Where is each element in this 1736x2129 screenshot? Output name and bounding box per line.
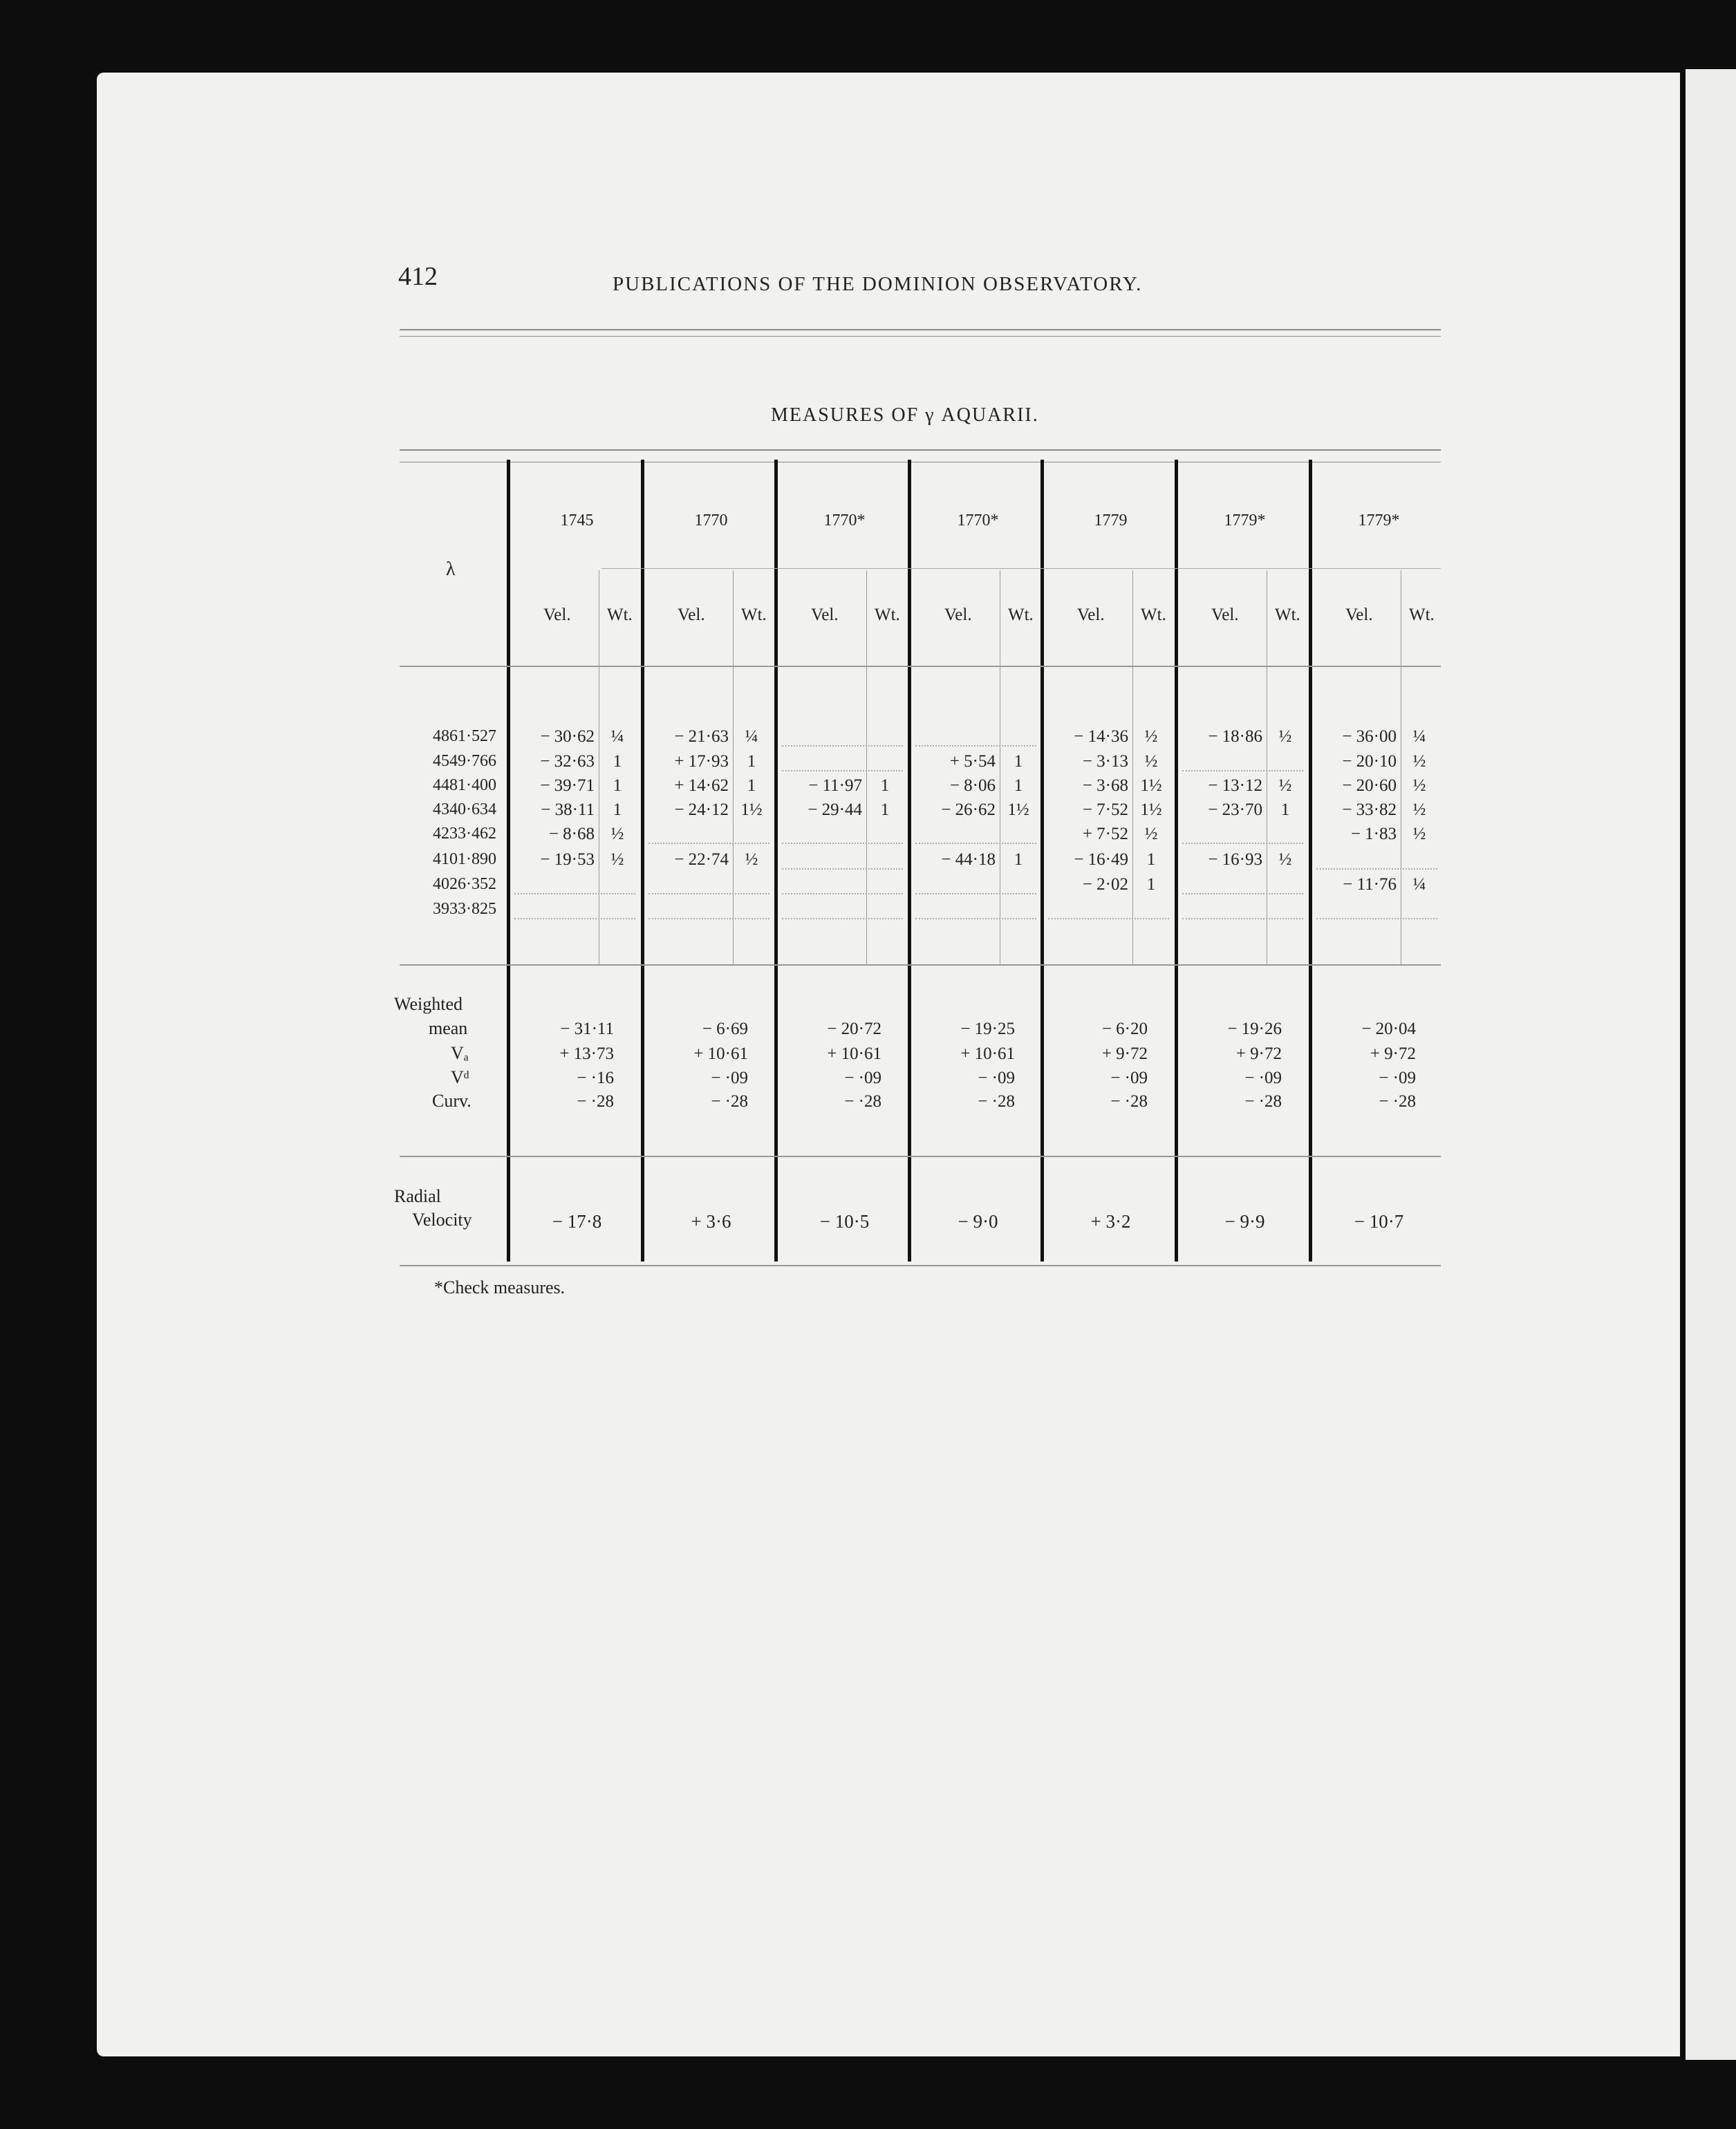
summary-value: + 10·61 xyxy=(960,1044,1015,1063)
summary-label: Weighted xyxy=(394,994,463,1014)
wt-header: Wt. xyxy=(607,606,633,624)
velocity-value: − 29·44 xyxy=(808,800,862,819)
summary-value: − ·28 xyxy=(1110,1092,1148,1111)
vel-wt-divider xyxy=(1132,570,1133,964)
velocity-value: − 22·74 xyxy=(674,850,729,869)
weight-value: 1 xyxy=(1014,776,1023,795)
velocity-value: − 11·97 xyxy=(808,776,862,795)
wavelength: 4861·527 xyxy=(433,727,496,745)
weight-value: ½ xyxy=(1412,776,1426,795)
summary-value: + 9·72 xyxy=(1370,1044,1416,1063)
empty-dots xyxy=(915,893,1036,894)
summary-value: − ·09 xyxy=(1110,1069,1148,1087)
vel-header: Vel. xyxy=(944,606,972,624)
summary-value: − 6·20 xyxy=(1101,1020,1148,1038)
wavelength: 4340·634 xyxy=(433,800,496,818)
table-title: MEASURES OF γ AQUARII. xyxy=(771,404,1039,426)
weight-value: ½ xyxy=(610,850,624,869)
weight-value: 1 xyxy=(1146,875,1156,894)
summary-value: − ·28 xyxy=(844,1092,881,1111)
summary-value: − ·16 xyxy=(577,1069,614,1087)
book-page xyxy=(97,73,1680,2056)
velocity-value: − 8·06 xyxy=(949,776,996,795)
summary-value: − 19·26 xyxy=(1227,1020,1282,1038)
velocity-value: − 18·86 xyxy=(1208,727,1262,746)
summary-value: − ·09 xyxy=(1379,1069,1416,1087)
velocity-value: − 19·53 xyxy=(540,850,595,869)
velocity-value: − 11·76 xyxy=(1343,875,1397,894)
column-divider xyxy=(1309,460,1312,1262)
velocity-value: + 17·93 xyxy=(674,752,729,771)
summary-value: + 9·72 xyxy=(1235,1044,1282,1063)
weight-value: ¼ xyxy=(745,727,758,746)
summary-label: Curv. xyxy=(432,1091,472,1111)
wavelength: 3933·825 xyxy=(433,900,496,918)
empty-dots xyxy=(1182,843,1303,844)
velocity-value: − 26·62 xyxy=(941,800,996,819)
weight-value: 1 xyxy=(1014,850,1023,869)
empty-dots xyxy=(782,843,903,844)
table-bottom-rule xyxy=(400,1265,1441,1266)
empty-dots xyxy=(782,868,903,870)
summary-value: − 20·04 xyxy=(1361,1020,1416,1038)
subheader-rule xyxy=(601,568,1441,569)
velocity-value: − 2·02 xyxy=(1082,875,1128,894)
radial-velocity-value: − 17·8 xyxy=(552,1211,602,1232)
empty-dots xyxy=(648,918,769,919)
velocity-value: − 44·18 xyxy=(941,850,996,869)
weight-value: ½ xyxy=(1144,825,1158,843)
summary-value: − ·28 xyxy=(711,1092,748,1111)
summary-value: − 20·72 xyxy=(827,1020,881,1038)
vel-header: Vel. xyxy=(678,606,705,624)
wt-header: Wt. xyxy=(875,606,900,624)
velocity-value: − 13·12 xyxy=(1208,776,1262,795)
weight-value: ½ xyxy=(1278,776,1292,795)
weight-value: 1 xyxy=(747,752,756,771)
weight-value: ½ xyxy=(1412,800,1426,819)
running-title: PUBLICATIONS OF THE DOMINION OBSERVATORY. xyxy=(613,273,1143,295)
summary-value: − 31·11 xyxy=(560,1020,614,1038)
empty-dots xyxy=(1316,868,1437,870)
summary-value: − ·28 xyxy=(1244,1092,1282,1111)
plate-number: 1770* xyxy=(823,512,866,529)
weight-value: ¼ xyxy=(1412,875,1426,894)
empty-dots xyxy=(1182,893,1303,894)
weight-value: ½ xyxy=(1412,752,1426,771)
wt-header: Wt. xyxy=(1409,606,1435,624)
weight-value: ½ xyxy=(1278,727,1292,746)
weight-value: 1 xyxy=(613,800,622,819)
summary-label: Vₐ xyxy=(451,1043,469,1063)
radial-velocity-value: − 9·0 xyxy=(958,1211,998,1232)
summary-value: − ·09 xyxy=(978,1069,1015,1087)
plate-number: 1779 xyxy=(1094,512,1128,529)
velocity-value: − 8·68 xyxy=(548,825,595,843)
empty-dots xyxy=(648,843,769,844)
empty-dots xyxy=(915,745,1036,747)
weight-value: ¼ xyxy=(1412,727,1426,746)
column-divider xyxy=(507,460,510,1262)
wavelength: 4026·352 xyxy=(433,875,496,893)
summary-value: − ·09 xyxy=(844,1069,881,1087)
velocity-value: − 38·11 xyxy=(541,800,595,819)
wt-header: Wt. xyxy=(1275,606,1300,624)
summary-bottom-rule xyxy=(400,1156,1441,1157)
velocity-label: Velocity xyxy=(412,1210,472,1230)
velocity-value: − 21·63 xyxy=(674,727,729,746)
plate-number: 1770 xyxy=(694,512,728,529)
wavelength: 4101·890 xyxy=(433,850,496,868)
empty-dots xyxy=(648,893,769,894)
summary-value: − ·28 xyxy=(577,1092,614,1111)
velocity-value: − 14·36 xyxy=(1074,727,1128,746)
empty-dots xyxy=(514,893,635,894)
velocity-value: + 7·52 xyxy=(1082,825,1128,843)
summary-value: + 10·61 xyxy=(827,1044,881,1063)
summary-value: − 6·69 xyxy=(702,1020,748,1038)
velocity-value: − 39·71 xyxy=(540,776,595,795)
velocity-value: − 32·63 xyxy=(540,752,595,771)
radial-velocity-value: − 10·7 xyxy=(1354,1211,1404,1232)
wavelength: 4481·400 xyxy=(433,776,496,794)
weight-value: 1½ xyxy=(740,800,763,819)
vel-wt-divider xyxy=(866,570,867,964)
velocity-value: − 24·12 xyxy=(674,800,729,819)
empty-dots xyxy=(1048,918,1169,919)
vel-header: Vel. xyxy=(1345,606,1373,624)
velocity-value: − 36·00 xyxy=(1342,727,1397,746)
vel-header: Vel. xyxy=(1211,606,1239,624)
summary-value: + 13·73 xyxy=(559,1044,614,1063)
weight-value: 1½ xyxy=(1140,776,1162,795)
velocity-value: − 7·52 xyxy=(1082,800,1128,819)
velocity-value: − 23·70 xyxy=(1208,800,1262,819)
radial-velocity-value: + 3·6 xyxy=(691,1211,731,1232)
summary-value: − ·28 xyxy=(1379,1092,1416,1111)
summary-value: + 10·61 xyxy=(693,1044,748,1063)
column-divider xyxy=(1040,460,1044,1262)
weight-value: 1 xyxy=(1014,752,1023,771)
velocity-value: − 16·93 xyxy=(1208,850,1262,869)
vel-header: Vel. xyxy=(1077,606,1105,624)
velocity-value: − 1·83 xyxy=(1350,825,1397,843)
plate-number: 1779* xyxy=(1358,512,1400,529)
velocity-value: − 3·13 xyxy=(1082,752,1128,771)
velocity-value: + 5·54 xyxy=(949,752,996,771)
plate-number: 1745 xyxy=(560,512,594,529)
header-bottom-rule xyxy=(400,666,1441,667)
weight-value: 1 xyxy=(880,776,890,795)
weight-value: 1 xyxy=(1146,850,1156,869)
column-divider xyxy=(641,460,644,1262)
velocity-value: − 20·10 xyxy=(1342,752,1397,771)
empty-dots xyxy=(782,893,903,894)
weight-value: 1 xyxy=(613,776,622,795)
velocity-value: − 33·82 xyxy=(1342,800,1397,819)
radial-velocity-value: − 9·9 xyxy=(1224,1211,1265,1232)
weight-value: 1 xyxy=(613,752,622,771)
empty-dots xyxy=(1182,770,1303,771)
summary-value: − ·09 xyxy=(1244,1069,1282,1087)
wt-header: Wt. xyxy=(1008,606,1034,624)
table-top-rule xyxy=(400,449,1441,451)
weight-value: 1 xyxy=(880,800,890,819)
weight-value: 1½ xyxy=(1140,800,1162,819)
empty-dots xyxy=(514,918,635,919)
column-divider xyxy=(1175,460,1178,1262)
weight-value: ½ xyxy=(610,825,624,843)
weight-value: ½ xyxy=(1412,825,1426,843)
wavelength: 4233·462 xyxy=(433,825,496,843)
weight-value: 1 xyxy=(1280,800,1290,819)
velocity-value: − 3·68 xyxy=(1082,776,1128,795)
plate-number: 1779* xyxy=(1224,512,1266,529)
weight-value: ½ xyxy=(745,850,758,869)
header-rule-2 xyxy=(400,336,1441,337)
weight-value: 1 xyxy=(747,776,756,795)
empty-dots xyxy=(782,770,903,771)
weight-value: ½ xyxy=(1278,850,1292,869)
summary-label: mean xyxy=(429,1018,468,1038)
column-divider xyxy=(908,460,911,1262)
column-divider xyxy=(774,460,778,1262)
page-number: 412 xyxy=(398,262,438,291)
wavelength: 4549·766 xyxy=(433,752,496,770)
vel-wt-divider xyxy=(733,570,734,964)
radial-label: Radial xyxy=(394,1186,441,1206)
velocity-value: − 16·49 xyxy=(1074,850,1128,869)
vel-header: Vel. xyxy=(543,606,571,624)
facing-page-edge xyxy=(1686,69,1736,2060)
summary-label: Vᵈ xyxy=(451,1067,469,1087)
summary-value: − ·28 xyxy=(978,1092,1015,1111)
weight-value: ½ xyxy=(1144,752,1158,771)
footnote: *Check measures. xyxy=(434,1277,566,1297)
empty-dots xyxy=(915,843,1036,844)
radial-velocity-value: − 10·5 xyxy=(819,1211,870,1232)
empty-dots xyxy=(1316,918,1437,919)
summary-value: + 9·72 xyxy=(1101,1044,1148,1063)
summary-value: − ·09 xyxy=(711,1069,748,1087)
weight-value: ½ xyxy=(1144,727,1158,746)
empty-dots xyxy=(782,745,903,747)
lambda-header: λ xyxy=(446,559,456,580)
wt-header: Wt. xyxy=(741,606,767,624)
velocity-value: − 20·60 xyxy=(1342,776,1397,795)
vel-header: Vel. xyxy=(811,606,839,624)
weight-value: ¼ xyxy=(610,727,624,746)
weight-value: 1½ xyxy=(1007,800,1029,819)
radial-velocity-value: + 3·2 xyxy=(1090,1211,1131,1232)
summary-value: − 19·25 xyxy=(960,1020,1015,1038)
empty-dots xyxy=(915,918,1036,919)
empty-dots xyxy=(782,918,903,919)
plate-number: 1770* xyxy=(957,512,999,529)
empty-dots xyxy=(1182,918,1303,919)
header-rule xyxy=(400,329,1441,330)
wt-header: Wt. xyxy=(1141,606,1166,624)
velocity-value: − 30·62 xyxy=(540,727,595,746)
velocity-value: + 14·62 xyxy=(674,776,729,795)
measures-bottom-rule xyxy=(400,964,1441,966)
